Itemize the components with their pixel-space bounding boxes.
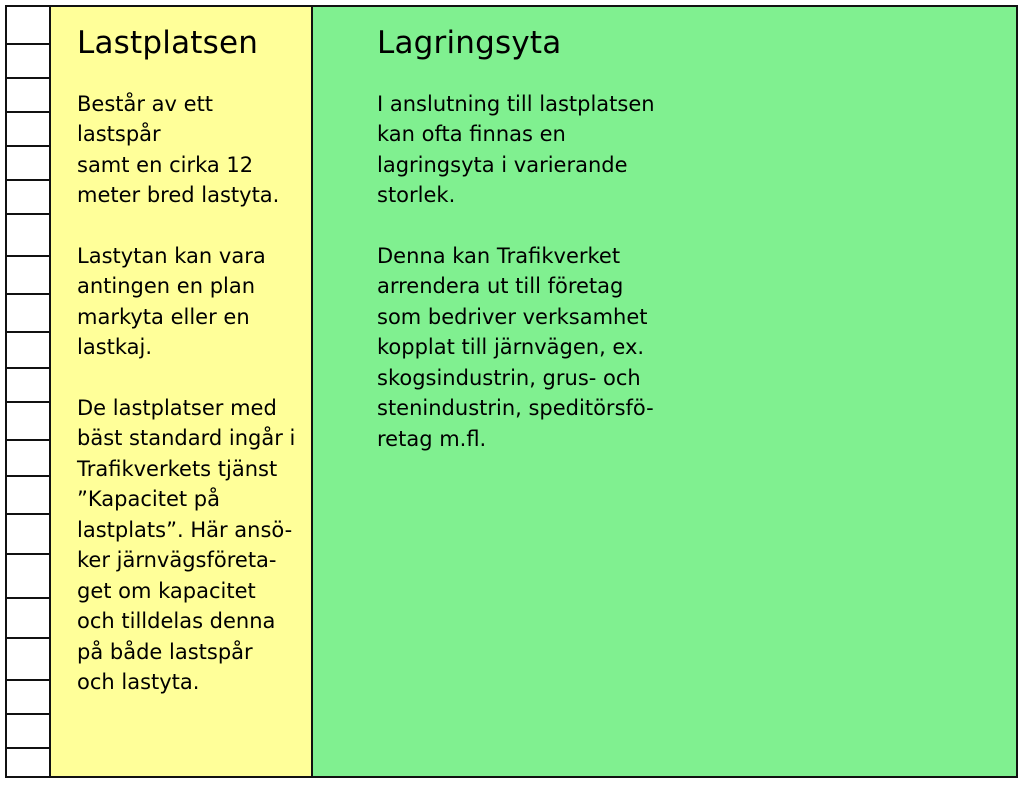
storage-area-title: Lagringsyta xyxy=(377,25,562,61)
track-sleeper xyxy=(7,747,49,749)
track-sleeper xyxy=(7,255,49,257)
storage-area-lease-info: Denna kan Trafikverket arrendera ut till företag som bedriver verksamhet kopplat till järnvägen, ex. skogsindustrin, grus- och stenindustrin, speditörsfö- retag m.fl. xyxy=(377,243,654,451)
track-sleeper xyxy=(7,293,49,295)
track-sleeper xyxy=(7,597,49,599)
loading-area-panel xyxy=(51,7,313,776)
track-sleeper xyxy=(7,179,49,181)
track-sleeper xyxy=(7,475,49,477)
track-sleeper xyxy=(7,111,49,113)
loading-area-title: Lastplatsen xyxy=(77,25,259,61)
track-sleeper xyxy=(7,713,49,715)
site-diagram xyxy=(5,5,1018,778)
track-sleeper xyxy=(7,331,49,333)
loading-area-capacity-info: De lastplatser med bäst standard ingår i Trafikverkets tjänst ”Kapacitet på lastplats”. Här ansö- ker järnvägsföreta- get om kapacitet och tilldelas denna på både lastspår och lastyta. xyxy=(77,395,296,695)
track-sleeper xyxy=(7,637,49,639)
track-sleeper xyxy=(7,145,49,147)
track-sleeper xyxy=(7,367,49,369)
storage-area-panel xyxy=(313,7,1016,776)
track-sleeper xyxy=(7,43,49,45)
loading-track xyxy=(7,7,51,776)
track-sleeper xyxy=(7,213,49,215)
loading-area-description: Består av ett lastspår samt en cirka 12 meter bred lastyta. xyxy=(77,91,280,208)
track-sleeper xyxy=(7,553,49,555)
track-sleeper xyxy=(7,679,49,681)
track-sleeper xyxy=(7,439,49,441)
track-sleeper xyxy=(7,77,49,79)
track-sleeper xyxy=(7,401,49,403)
storage-area-description: I anslutning till lastplatsen kan ofta finnas en lagringsyta i varierande storlek. xyxy=(377,91,655,208)
loading-area-surface-info: Lastytan kan vara antingen en plan markyta eller en lastkaj. xyxy=(77,243,266,360)
track-sleeper xyxy=(7,513,49,515)
